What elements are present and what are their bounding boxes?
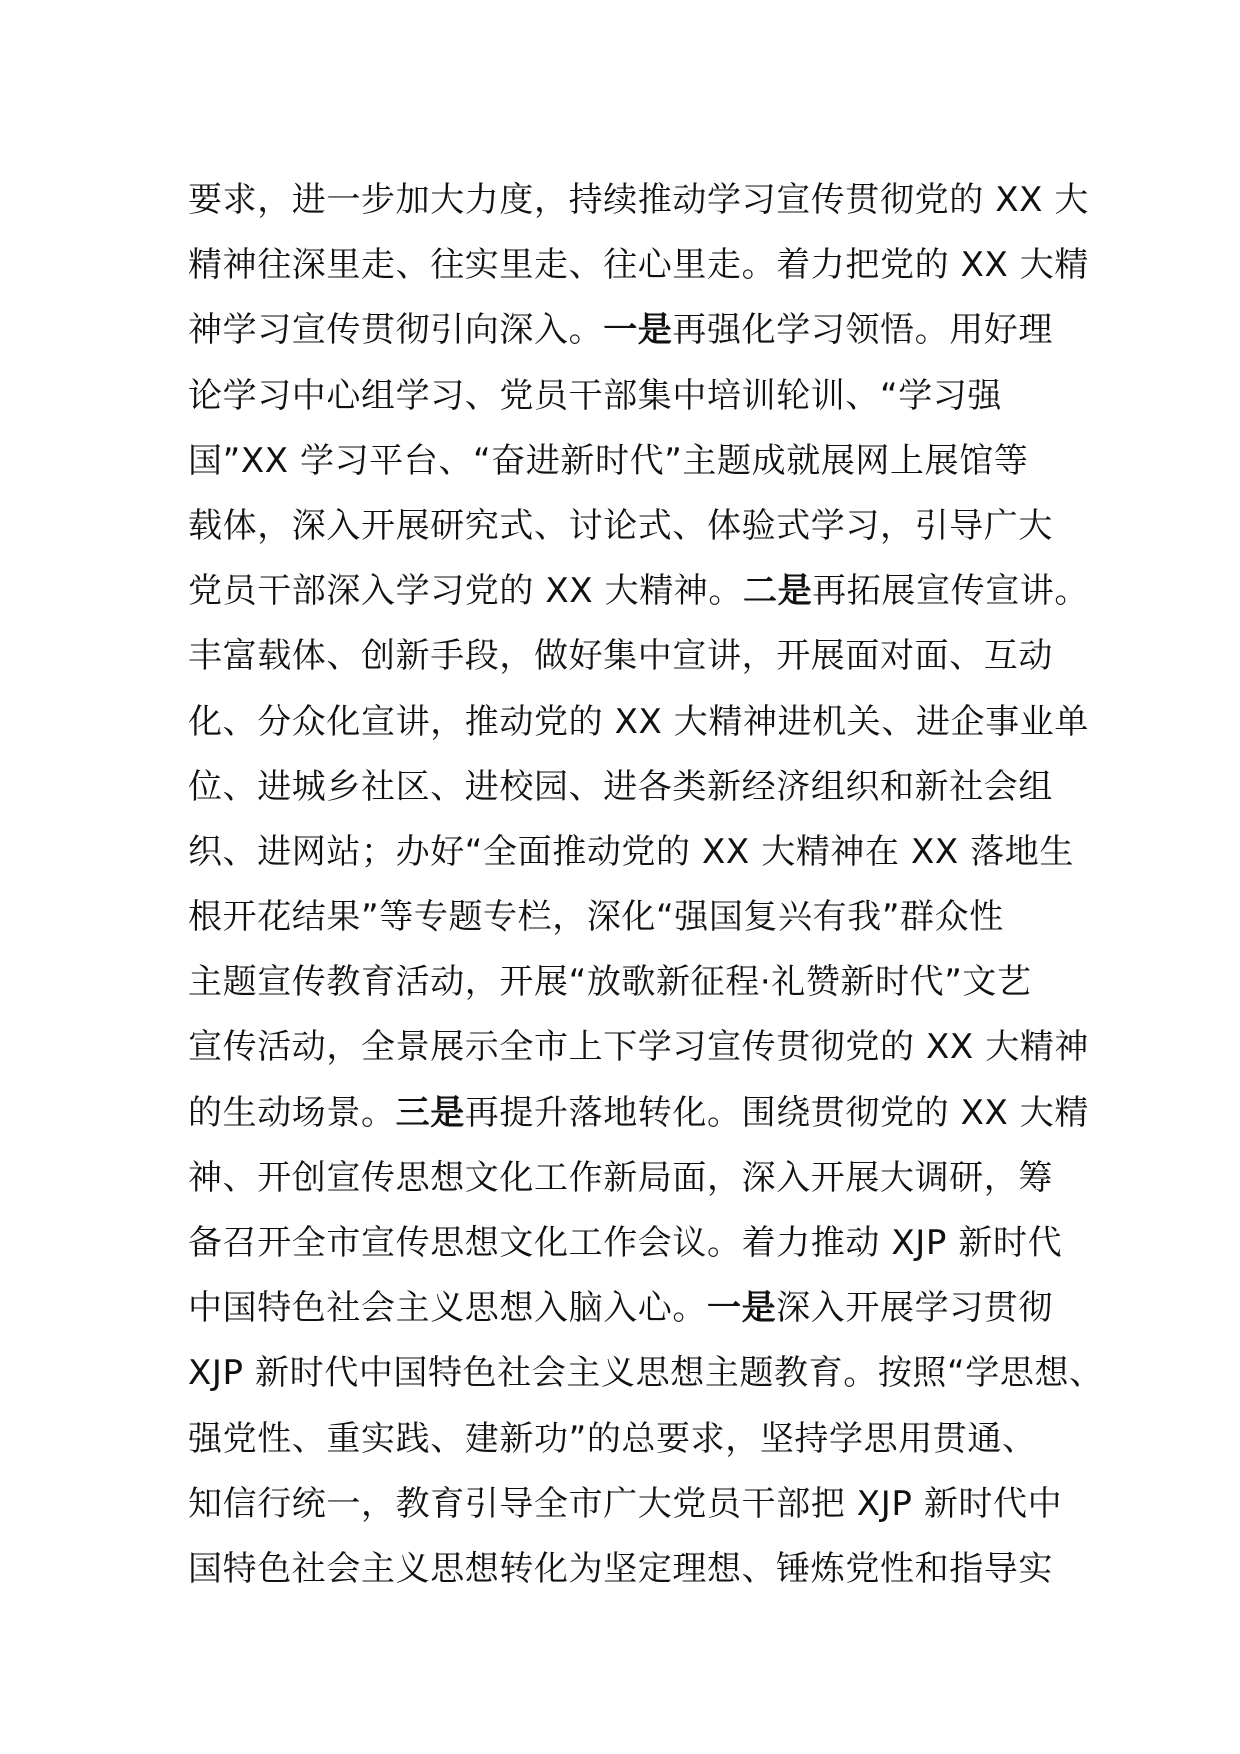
- text-segment: 备召开全市宣传思想文化工作会议。着力推动 XJP 新时代: [188, 1223, 1063, 1263]
- emphasis-label: 三是: [395, 1092, 465, 1133]
- emphasis-label: 一是: [707, 1288, 777, 1329]
- text-segment: 根开花结果”等专题专栏，深化“强国复兴有我”群众性: [188, 897, 1004, 938]
- text-line: [188, 820, 1075, 885]
- text-line: [188, 494, 1068, 559]
- text-segment: 的生动场景。: [188, 1092, 396, 1133]
- text-line: [188, 755, 1068, 820]
- text-line: [188, 1276, 1068, 1341]
- text-segment: 精神往深里走、往实里走、往心里走。着力把党的 XX 大精: [188, 245, 1089, 286]
- text-segment: 位、进城乡社区、进校园、进各类新经济组织和新社会组: [188, 766, 1053, 807]
- text-segment: 宣传活动，全景展示全市上下学习宣传贯彻党的 XX 大精神: [188, 1027, 1089, 1068]
- text-segment: 再拓展宣传宣讲。: [812, 571, 1090, 612]
- text-segment: 神、开创宣传思想文化工作新局面，深入开展大调研，筹: [188, 1157, 1053, 1198]
- text-line: [188, 1341, 1104, 1406]
- text-line: [188, 364, 1068, 429]
- text-segment: 神学习宣传贯彻引向深入。: [188, 310, 604, 351]
- text-line: [188, 950, 1068, 1015]
- text-line: [188, 233, 1089, 298]
- text-line: [188, 1537, 1068, 1602]
- text-line: [188, 1081, 1090, 1146]
- text-segment: 国”XX 学习平台、“奋进新时代”主题成就展网上展馆等: [188, 440, 1029, 481]
- text-line: [188, 624, 1068, 689]
- text-segment: 载体，深入开展研究式、讨论式、体验式学习，引导广大: [188, 505, 1053, 546]
- text-line: [188, 1211, 1068, 1276]
- text-segment: 党员干部深入学习党的 XX 大精神。: [188, 571, 743, 612]
- text-segment: 主题宣传教育活动，开展“放歌新征程·礼赞新时代”文艺: [188, 962, 1032, 1003]
- text-segment: 国特色社会主义思想转化为坚定理想、锤炼党性和指导实: [188, 1548, 1053, 1589]
- text-segment: 深入开展学习贯彻: [776, 1288, 1054, 1329]
- text-segment: 丰富载体、创新手段，做好集中宣讲，开展面对面、互动: [188, 636, 1053, 677]
- emphasis-label: 二是: [743, 571, 813, 612]
- text-segment: 再提升落地转化。围绕贯彻党的 XX 大精: [464, 1092, 1090, 1133]
- text-segment: 织、进网站；办好“全面推动党的 XX 大精神在 XX 落地生: [188, 831, 1075, 872]
- text-line: [188, 690, 1089, 755]
- text-line: [188, 298, 1068, 363]
- text-segment: 再强化学习领悟。用好理: [672, 310, 1054, 351]
- text-line: [188, 1146, 1068, 1211]
- text-line: [188, 1472, 1068, 1537]
- emphasis-label: 一是: [603, 310, 673, 351]
- text-line: [188, 168, 1089, 233]
- text-line: [188, 1407, 1068, 1472]
- text-segment: XJP 新时代中国特色社会主义思想主题教育。按照“学思想、: [188, 1353, 1104, 1394]
- text-line: [188, 429, 1068, 494]
- text-segment: 中国特色社会主义思想入脑入心。: [188, 1288, 707, 1329]
- text-segment: 知信行统一，教育引导全市广大党员干部把 XJP 新时代中: [188, 1483, 1063, 1524]
- body-paragraph: [188, 168, 1104, 1602]
- text-segment: 要求，进一步加大力度，持续推动学习宣传贯彻党的 XX 大: [188, 180, 1089, 220]
- text-line: [188, 1015, 1089, 1080]
- text-segment: 强党性、重实践、建新功”的总要求，坚持学思用贯通、: [188, 1418, 1037, 1459]
- text-segment: 论学习中心组学习、党员干部集中培训轮训、“学习强: [188, 375, 1003, 416]
- text-segment: 化、分众化宣讲，推动党的 XX 大精神进机关、进企事业单: [188, 701, 1089, 742]
- text-line: [188, 559, 1090, 624]
- text-line: [188, 885, 1068, 950]
